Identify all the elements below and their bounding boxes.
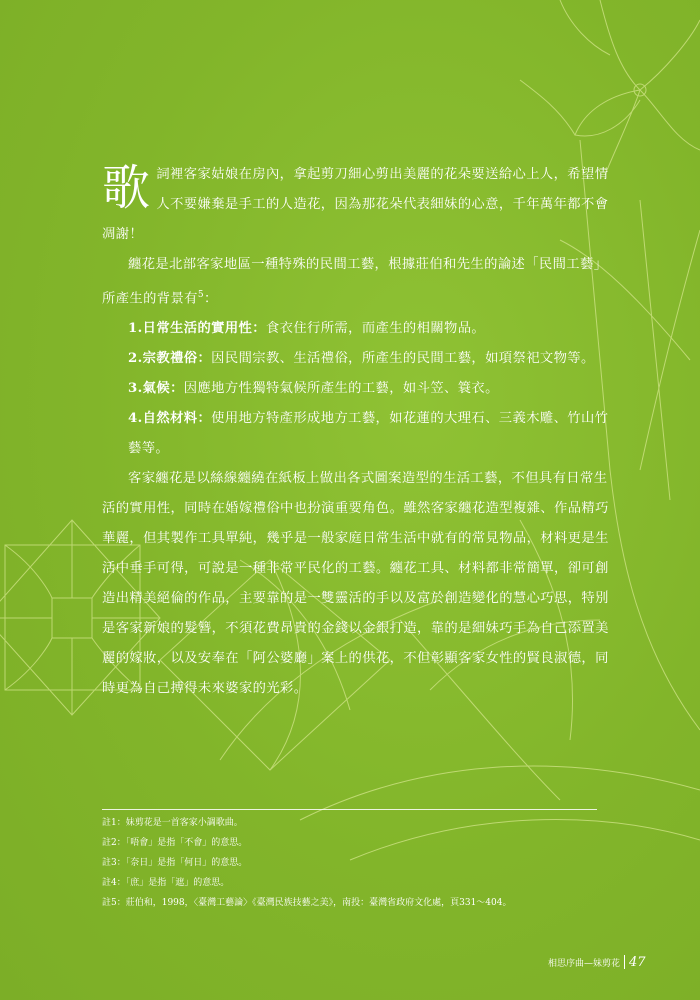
flower-illustration <box>520 0 700 175</box>
list-item-text: 因民間宗教、生活禮俗，所產生的民間工藝，如項祭祀文物等。 <box>211 351 595 367</box>
list-item-label: 4.自然材料： <box>128 411 212 427</box>
page-number: 47 <box>629 954 646 970</box>
hakka-craft-paragraph: 客家纏花是以絲線纏繞在紙板上做出各式圖案造型的生活工藝，不但具有日常生活的實用性，同時在婚嫁禮俗中也扮演重要角色。雖然客家纏花造型複雜、作品精巧華麗，但其製作工具單純，幾乎是一般家庭日常生活中就有的常見物品，材料更是生活中垂手可得，可說是一種非常平民化的工藝。纏花工具、材料都非常簡單，卻可創造出精美絕倫的作品，主要靠的是一雙靈活的手以及富於創造變化的慧心巧思，特別是客家新娘的髮簪，不須花費昂貴的金錢以金銀打造，靠的是細妹巧手為自己添置美麗的嫁妝，以及安奉在「阿公婆廳」案上的供花，不但彰顯客家女性的賢良淑德，同時更為自己搏得未來婆家的光彩。 <box>102 471 609 697</box>
background-colon: ： <box>204 291 218 307</box>
main-article <box>102 160 612 704</box>
footnote: 註4：「庶」是指「遮」的意思。 <box>102 878 230 888</box>
footnote: 註1：妹剪花是一首客家小調歌曲。 <box>102 818 243 828</box>
footnote-ref-5: 5 <box>197 290 205 300</box>
background-paragraph <box>102 250 612 314</box>
list-item-label: 2.宗教禮俗： <box>128 351 212 367</box>
list-item-label: 1.日常生活的實用性： <box>128 321 266 337</box>
list-item-label: 3.氣候： <box>128 381 184 397</box>
list-item <box>128 374 612 404</box>
drop-cap: 歌 <box>102 160 151 216</box>
list-item-text: 因應地方性獨特氣候所產生的工藝，如斗笠、簑衣。 <box>183 381 499 397</box>
craft-background-list <box>102 314 612 464</box>
intro-text: 詞裡客家姑娘在房內，拿起剪刀細心剪出美麗的花朵要送給心上人，希望情人不要嫌棄是手工的人造花，因為那花朵代表細妹的心意，千年萬年都不會凋謝！ <box>102 167 609 242</box>
footer-divider <box>624 955 625 969</box>
page-footer <box>548 953 646 971</box>
intro-paragraph <box>102 160 612 250</box>
footnote: 註3：「奈日」是指「何日」的意思。 <box>102 858 248 868</box>
footnote: 註2：「唔會」是指「不會」的意思。 <box>102 838 248 848</box>
footnote-divider <box>102 809 597 810</box>
list-item <box>128 404 612 464</box>
background-text: 纏花是北部客家地區一種特殊的民間工藝，根據莊伯和先生的論述「民間工藝」所產生的背景有 <box>102 257 608 307</box>
footnotes <box>102 813 622 913</box>
list-item <box>128 344 612 374</box>
footnote: 註5：莊伯和，1998，〈臺灣工藝論〉《臺灣民族技藝之美》，南投：臺灣省政府文化處，頁331～404。 <box>102 898 512 908</box>
section-title: 相思序曲—妹剪花 <box>548 958 621 969</box>
list-item-text: 使用地方特產形成地方工藝，如花蓮的大理石、三義木雕、竹山竹藝等。 <box>128 411 609 457</box>
list-item-text: 食衣住行所需，而產生的相關物品。 <box>265 321 486 337</box>
list-item <box>128 314 612 344</box>
